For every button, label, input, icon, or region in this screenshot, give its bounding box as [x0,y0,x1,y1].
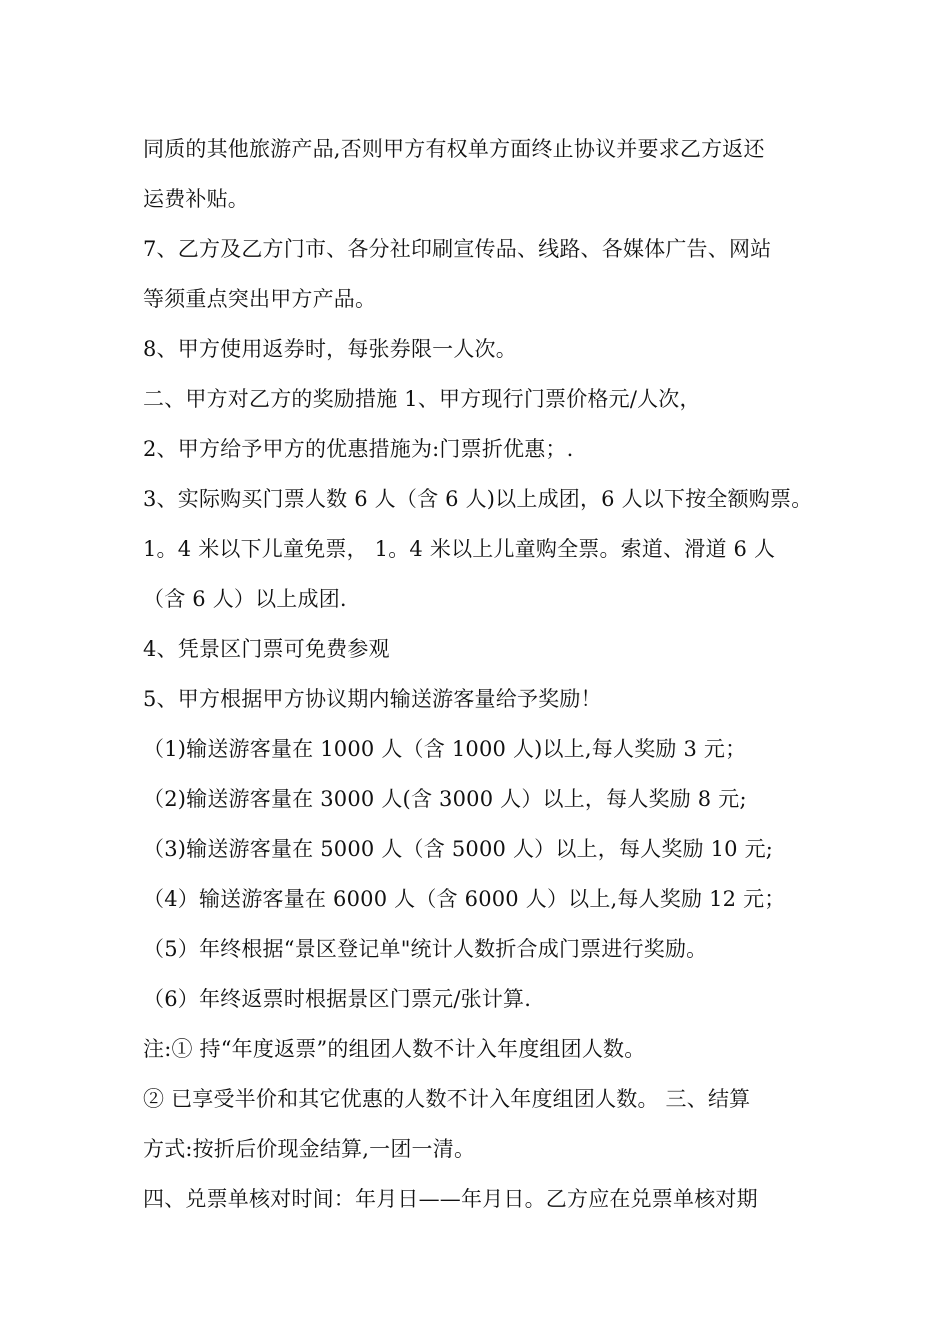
text-line: 等须重点突出甲方产品。 [143,287,377,311]
list-item: （6）年终返票时根据景区门票元/张计算. [143,987,532,1011]
text-line: 同质的其他旅游产品,否则甲方有权单方面终止协议并要求乙方返还 [143,137,765,161]
text-line: 4、凭景区门票可免费参观 [143,637,390,661]
note-line: ② 已享受半价和其它优惠的人数不计入年度组团人数。 三、结算 [143,1087,751,1111]
list-item: （2)输送游客量在 3000 人(含 3000 人）以上，每人奖励 8 元; [143,787,747,811]
text-line: 2、甲方给予甲方的优惠措施为:门票折优惠；. [143,437,574,461]
list-item: （3)输送游客量在 5000 人（含 5000 人）以上，每人奖励 10 元; [143,837,774,861]
text-line: 5、甲方根据甲方协议期内输送游客量给予奖励！ [143,687,602,711]
text-line: 运费补贴。 [143,187,249,211]
list-item: （5）年终根据“景区登记单"统计人数折合成门票进行奖励。 [143,937,708,961]
note-line: 注:① 持“年度返票”的组团人数不计入年度组团人数。 [143,1037,646,1061]
list-item: （4）输送游客量在 6000 人（含 6000 人）以上,每人奖励 12 元； [143,887,786,911]
section-heading-line: 二、甲方对乙方的奖励措施 1、甲方现行门票价格元/人次， [143,387,701,411]
text-line: （含 6 人）以上成团. [143,587,347,611]
text-line: 7、乙方及乙方门市、各分社印刷宣传品、线路、各媒体广告、网站 [143,237,772,261]
text-line: 1。4 米以下儿童免票， 1。4 米以上儿童购全票。索道、滑道 6 人 [143,537,776,561]
text-line: 3、实际购买门票人数 6 人（含 6 人)以上成团，6 人以下按全额购票。 [143,487,813,511]
list-item: （1)输送游客量在 1000 人（含 1000 人)以上,每人奖励 3 元； [143,737,747,761]
text-line: 方式:按折后价现金结算,一团一清。 [143,1137,476,1161]
section-heading-line: 四、兑票单核对时间：年月日——年月日。乙方应在兑票单核对期 [143,1187,758,1211]
text-line: 8、甲方使用返券时，每张券限一人次。 [143,337,517,361]
